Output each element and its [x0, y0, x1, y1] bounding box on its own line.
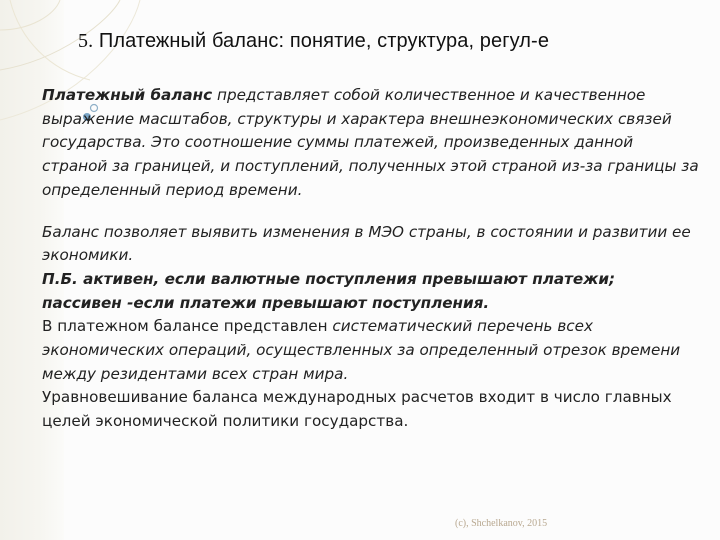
- paragraph-details: [42, 221, 702, 434]
- systematic-intro-text: В платежном балансе представлен: [42, 317, 333, 336]
- title-text: Платежный баланс: понятие, структура, регул-е: [98, 30, 550, 52]
- slide-body: [42, 84, 702, 434]
- title-number: 5.: [78, 30, 94, 52]
- passive-balance-text: пассивен -если платежи превышают поступления.: [42, 293, 490, 312]
- paragraph-definition: [42, 84, 702, 203]
- definition-text: представляет собой количественное и качественное выражение масштабов, структуры и характера внешнеэкономических связей государства. Это соотношение суммы платежей, произведенных данной страной за границей, и поступлений, полученных этой страной из-за границы за определенный период времени.: [42, 86, 699, 199]
- footer-copyright: (с), Shchelkanov, 2015: [455, 518, 548, 529]
- term-payment-balance: Платежный баланс: [42, 86, 213, 104]
- page-title: [78, 30, 708, 53]
- balancing-goal-text: Уравновешивание баланса международных расчетов входит в число главных целей экономической политики государства.: [42, 388, 672, 431]
- balance-reveals-text: Баланс позволяет выявить изменения в МЭО страны, в состоянии и развитии ее экономики.: [42, 222, 691, 265]
- systematic-list-text: систематический перечень всех экономических операций, осуществленных за определенный отрезок времени между резидентами всех стран мира.: [42, 317, 681, 383]
- active-balance-text: П.Б. активен, если валютные поступления превышают платежи;: [42, 269, 616, 288]
